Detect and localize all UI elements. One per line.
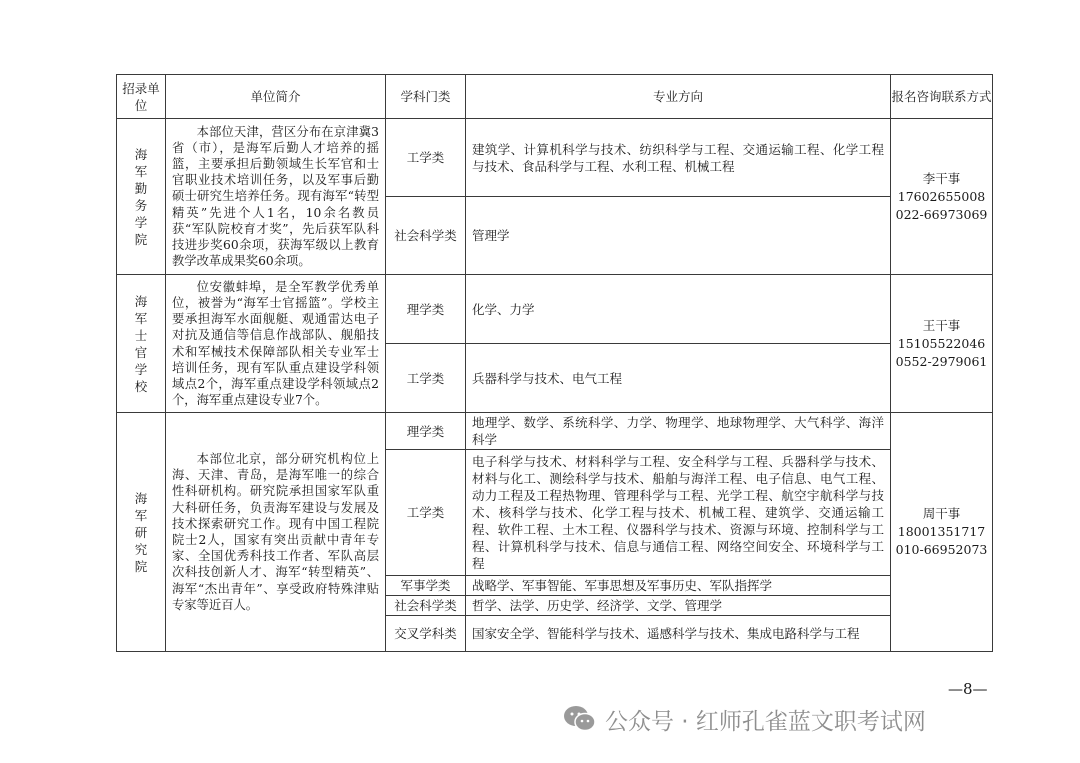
major-direction: 电子科学与技术、材料科学与工程、安全科学与工程、兵器科学与技术、材料与化工、测绘科学与技术、船舶与海洋工程、电子信息、电气工程、动力工程及工程热物理、管理科学与工程、光学工程、航空宇航科学与技术、核科学与技术、化学工程与技术、机械工程、建筑学、交通运输工程、软件工程、土木工程、仪器科学与技术、资源与环境、控制科学与工程、计算机科学与技术、信息与通信工程、网络空间安全、环境科学与工程 bbox=[466, 450, 891, 576]
contact-info bbox=[891, 119, 993, 275]
header-category: 学科门类 bbox=[386, 75, 466, 119]
table-row bbox=[117, 413, 993, 450]
subject-category: 军事学类 bbox=[386, 576, 466, 596]
watermark bbox=[563, 701, 926, 737]
table-row bbox=[117, 119, 993, 197]
contact-info bbox=[891, 275, 993, 413]
unit-name: 海 军 研 究 院 bbox=[117, 413, 166, 652]
header-intro: 单位简介 bbox=[166, 75, 386, 119]
major-direction: 战略学、军事智能、军事思想及军事历史、军队指挥学 bbox=[466, 576, 891, 596]
contact-name: 周干事 bbox=[922, 506, 961, 521]
table-header-row bbox=[117, 75, 993, 119]
contact-name: 李干事 bbox=[922, 170, 961, 186]
subject-category: 工学类 bbox=[386, 119, 466, 197]
page-number: —8— bbox=[948, 680, 988, 698]
watermark-text: 公众号 · 红师孔雀蓝文职考试网 bbox=[605, 708, 926, 735]
contact-info bbox=[891, 413, 993, 652]
contact-mobile: 17602655008 bbox=[897, 188, 986, 204]
major-direction: 地理学、数学、系统科学、力学、物理学、地球物理学、大气科学、海洋科学 bbox=[466, 413, 891, 450]
recruitment-table bbox=[116, 74, 993, 652]
major-direction: 兵器科学与技术、电气工程 bbox=[466, 344, 891, 413]
major-direction: 建筑学、计算机科学与技术、纺织科学与工程、交通运输工程、化学工程与技术、食品科学与工程、水利工程、机械工程 bbox=[466, 119, 891, 197]
contact-mobile: 15105522046 bbox=[897, 335, 986, 351]
subject-category: 工学类 bbox=[386, 344, 466, 413]
unit-name: 海 军 士 官 学 校 bbox=[117, 275, 166, 413]
contact-name: 王干事 bbox=[922, 317, 961, 333]
subject-category: 理学类 bbox=[386, 413, 466, 450]
major-direction: 国家安全学、智能科学与技术、遥感科学与技术、集成电路科学与工程 bbox=[466, 616, 891, 652]
subject-category: 社会科学类 bbox=[386, 596, 466, 616]
wechat-icon bbox=[563, 704, 597, 734]
unit-intro: 本部位天津，营区分布在京津冀3省（市），是海军后勤人才培养的摇篮，主要承担后勤领域生长军官和士官职业技术培训任务，以及军事后勤硕士研究生培养任务。现有海军“转型精英”先进个人1名，10余名教员获“军队院校育才奖”，先后获军队科技进步奖60余项，获海军级以上教育教学改革成果奖60余项。 bbox=[166, 119, 386, 275]
subject-category: 工学类 bbox=[386, 450, 466, 576]
major-direction: 管理学 bbox=[466, 197, 891, 275]
unit-name: 海 军 勤 务 学 院 bbox=[117, 119, 166, 275]
header-unit: 招录单位 bbox=[117, 75, 166, 119]
subject-category: 交叉学科类 bbox=[386, 616, 466, 652]
contact-mobile: 18001351717 bbox=[897, 524, 986, 539]
contact-phone: 0552-2979061 bbox=[895, 353, 988, 369]
contact-phone: 022-66973069 bbox=[895, 206, 988, 222]
table-row bbox=[117, 275, 993, 344]
unit-intro: 位安徽蚌埠，是全军教学优秀单位，被誉为“海军士官摇篮”。学校主要承担海军水面舰艇、观通雷达电子对抗及通信等信息作战部队、舰船技术和军械技术保障部队相关专业军士培训任务，现有军队重点建设学科领域点2个，海军重点建设学科领域点2个，海军重点建设专业7个。 bbox=[166, 275, 386, 413]
contact-phone: 010-66952073 bbox=[895, 542, 988, 557]
subject-category: 理学类 bbox=[386, 275, 466, 344]
header-major: 专业方向 bbox=[466, 75, 891, 119]
unit-intro: 本部位北京，部分研究机构位上海、天津、青岛，是海军唯一的综合性科研机构。研究院承担国家军队重大科研任务，负责海军建设与发展及技术探索研究工作。现有中国工程院院士2人，国家有突出贡献中青年专家、全国优秀科技工作者、军队高层次科技创新人才、海军“转型精英”、海军“杰出青年”、享受政府特殊津贴专家等近百人。 bbox=[166, 413, 386, 652]
major-direction: 哲学、法学、历史学、经济学、文学、管理学 bbox=[466, 596, 891, 616]
major-direction: 化学、力学 bbox=[466, 275, 891, 344]
subject-category: 社会科学类 bbox=[386, 197, 466, 275]
header-contact: 报名咨询联系方式 bbox=[891, 75, 993, 119]
